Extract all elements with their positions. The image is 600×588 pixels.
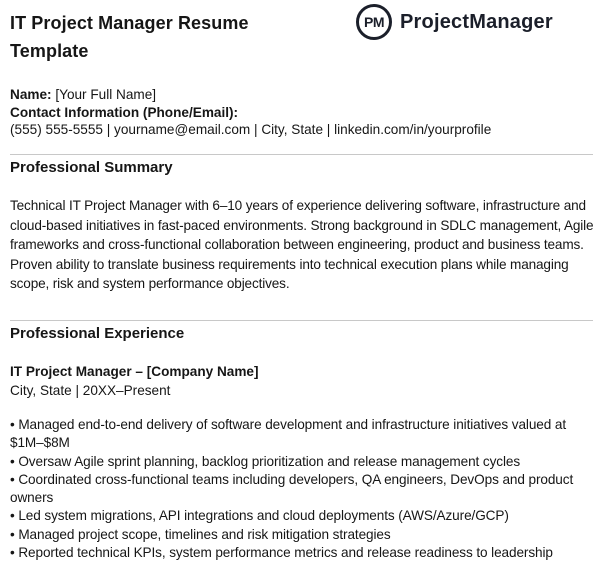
bullet-item: • Led system migrations, API integrations and cloud deployments (AWS/Azure/GCP) — [10, 508, 509, 524]
contact-value: (555) 555-5555 | yourname@email.com | City, State | linkedin.com/in/yourprofile — [10, 122, 492, 137]
job-entry — [10, 362, 595, 400]
summary-text: Technical IT Project Manager with 6–10 years of experience delivering software, infrastructure and cloud-based initiatives in fast-paced environments. Strong background in SDLC management, Agile frameworks and cross-functional collaboration between engineering, product and business teams. Proven ability to translate business requirements into technical execution plans while managing scope, risk and system performance objectives. — [10, 198, 594, 291]
logo-wordmark: ProjectManager — [400, 10, 553, 33]
bullet-item: • Coordinated cross-functional teams including developers, QA engineers, DevOps and product owners — [10, 471, 574, 506]
projectmanager-logo — [356, 3, 553, 41]
bullet-item: • Managed project scope, timelines and risk mitigation strategies — [10, 526, 391, 542]
bullet-item: • Managed end-to-end delivery of software development and infrastructure initiatives valued at $1M–$8M — [10, 417, 567, 451]
contact-block — [10, 86, 595, 139]
section-divider — [10, 154, 593, 155]
job-location-dates: City, State | 20XX–Present — [10, 383, 171, 398]
contact-label: Contact Information (Phone/Email): — [10, 104, 239, 120]
document-title-line-1: IT Project Manager Resume — [10, 13, 249, 33]
document-title-line-2: Template — [10, 41, 89, 61]
bullet-item: • Oversaw Agile sprint planning, backlog prioritization and release management cycles — [10, 453, 521, 469]
name-label: Name: — [10, 87, 52, 102]
experience-heading: Professional Experience — [10, 325, 185, 342]
job-bullets — [10, 416, 595, 562]
job-title: IT Project Manager – [Company Name] — [10, 364, 259, 379]
section-divider — [10, 320, 593, 321]
document-title — [10, 9, 310, 65]
name-value: [Your Full Name] — [55, 87, 157, 102]
summary-heading: Professional Summary — [10, 159, 173, 176]
pm-circle-logo-icon: PM — [356, 4, 392, 40]
name-line — [10, 86, 595, 104]
bullet-item: • Reported technical KPIs, system performance metrics and release readiness to leadership — [10, 545, 553, 561]
